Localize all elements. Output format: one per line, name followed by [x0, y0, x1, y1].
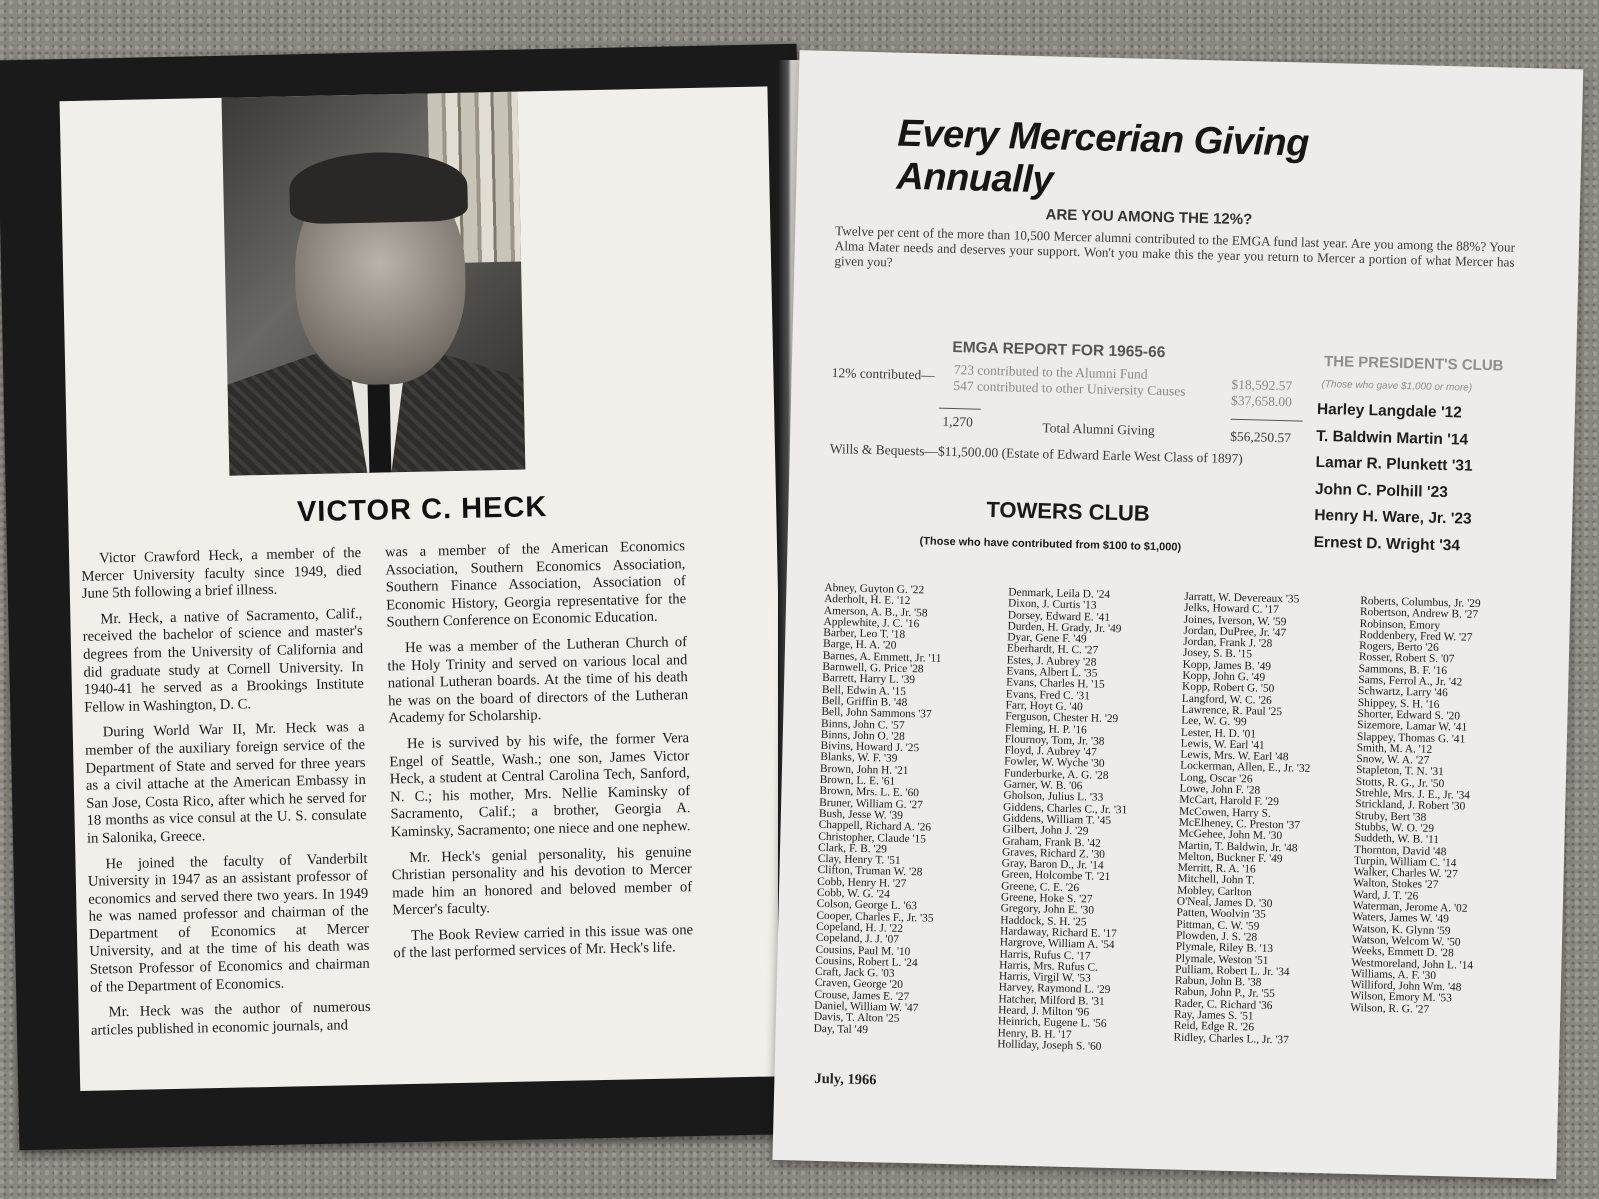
- report-amount-2: $37,658.00: [1230, 392, 1293, 410]
- report-line-1: 723 contributed to the Alumni Fund: [953, 362, 1148, 382]
- name-entry: Rader, C. Richard '36: [1174, 997, 1273, 1012]
- name-entry: Bell, Edwin A. '15: [821, 683, 907, 698]
- name-entry: Ray, James S. '51: [1173, 1008, 1254, 1023]
- name-entry: Green, Holcombe T. '21: [1001, 868, 1111, 884]
- name-entry: Snow, W. A. '27: [1356, 753, 1430, 767]
- name-entry: Daniel, William W. '47: [814, 999, 919, 1015]
- name-entry: Rabun, John P., Jr. '55: [1174, 986, 1275, 1001]
- emga-report: [829, 361, 1312, 467]
- name-entry: Rosser, Robert S. '07: [1358, 651, 1455, 666]
- intro-paragraph: Twelve per cent of the more than 10,500 Mercer alumni contributed to the EMGA fund last year. Are you among the 88%? Your Alma Mater needs and deserves your support. Won't you make this the year you return to Mercer a portion of what Mercer has given you?: [834, 223, 1516, 270]
- name-entry: Funderburke, A. G. '28: [1003, 767, 1109, 782]
- name-entry: Watson, Welcom W. '50: [1351, 933, 1461, 949]
- name-entry: Bell, Griffin B. '48: [821, 694, 908, 709]
- name-entry: McGehee, John M. '30: [1178, 827, 1283, 843]
- name-entry: Aderholt, H. E. '12: [824, 593, 911, 608]
- name-entry: Lewis, W. Earl '41: [1180, 737, 1265, 752]
- name-entry: Cobb, Henry H. '27: [817, 875, 907, 890]
- name-entry: Lester, H. D. '01: [1180, 726, 1257, 741]
- name-entry: Pittman, C. W. '59: [1176, 918, 1260, 933]
- towers-club-heading: TOWERS CLUB: [986, 496, 1151, 526]
- list-item: T. Baldwin Martin '14: [1316, 427, 1469, 449]
- name-entry: Sammons, B. F. '16: [1358, 662, 1448, 677]
- paragraph: He is survived by his wife, the former Vera Engel of Seattle, Wash.; one son, James Victor Heck, a student at Central Carolina Tech, Sanford, N. C.; his mother, Mrs. Nellie Kaminsky of Sacramento, Calif.; a brother, Georgia A. Kaminsky, Sacramento; one niece and one nephew.: [389, 730, 691, 841]
- name-entry: Clifton, Truman W. '28: [817, 864, 923, 879]
- name-entry: Wilson, R. G. '27: [1350, 1001, 1430, 1016]
- obituary-column-2: [385, 538, 694, 971]
- name-entry: Roddenbery, Fred W. '27: [1359, 628, 1473, 644]
- name-entry: Copeland, J. J. '07: [815, 932, 900, 947]
- name-entry: Christopher, Claude '15: [818, 830, 927, 846]
- name-entry: Haddock, S. H. '25: [1000, 913, 1087, 929]
- paragraph: During World War II, Mr. Heck was a member of the auxiliary foreign service of the Department of State and served for three years as a civil attache at the American Embassy in San Jose, Costa Rico, after which he served for 18 months as vice consul at the U. S. consulate in Salonika, Greece.: [84, 719, 367, 847]
- name-entry: Pulliam, Robert L. Jr. '34: [1175, 963, 1290, 979]
- name-entry: Gregory, John E. '30: [1000, 902, 1095, 917]
- name-entry: Heinrich, Eugene L. '56: [997, 1015, 1107, 1031]
- total-count: 1,270: [942, 413, 974, 430]
- name-entry: Amerson, A. B., Jr. '58: [823, 604, 928, 620]
- name-entry: Waterman, Jerome A. '02: [1352, 899, 1468, 915]
- name-entry: Henry, B. H. '17: [997, 1026, 1072, 1041]
- towers-club-column-4: [1350, 596, 1482, 1017]
- name-entry: Flournoy, Tom, Jr. '38: [1004, 733, 1105, 748]
- name-entry: Hargrove, William A. '54: [999, 936, 1115, 952]
- name-entry: Dorsey, Edward E. '41: [1007, 609, 1111, 624]
- name-entry: Harvey, Raymond L. '29: [998, 981, 1111, 997]
- name-entry: Thornton, David '48: [1354, 843, 1447, 858]
- report-heading: EMGA REPORT FOR 1965-66: [952, 338, 1166, 362]
- towers-club-column-3: [1173, 592, 1314, 1047]
- name-entry: Graham, Frank B. '42: [1002, 834, 1101, 850]
- name-entry: Sams, Ferrol A., Jr. '42: [1358, 674, 1463, 689]
- name-entry: Suddeth, W. B. '11: [1354, 832, 1440, 847]
- name-entry: Evans, Charles H. '15: [1006, 676, 1105, 692]
- name-entry: Barrett, Harry L. '39: [822, 672, 916, 687]
- name-entry: Plymale, Riley B. '13: [1175, 940, 1274, 956]
- left-page: [0, 44, 819, 1151]
- name-entry: Heard, J. Milton '96: [998, 1004, 1090, 1019]
- towers-club-column-2: [997, 587, 1132, 1053]
- name-entry: Roberts, Columbus, Jr. '29: [1360, 595, 1481, 610]
- name-entry: Gilbert, John J. '29: [1002, 823, 1089, 838]
- name-entry: McCart, Harold F. '29: [1179, 794, 1280, 809]
- page-title: Every Mercerian Giving Annually: [895, 112, 1310, 202]
- name-entry: Copeland, H. J. '22: [816, 920, 904, 935]
- name-entry: Crouse, James E. '27: [814, 988, 910, 1003]
- name-entry: Giddens, William T. '45: [1002, 812, 1112, 827]
- name-entry: Robinson, Emory: [1359, 617, 1441, 632]
- name-entry: Jarratt, W. Devereaux '35: [1184, 590, 1300, 606]
- name-entry: Jelks, Howard C. '17: [1183, 602, 1279, 617]
- name-entry: Gray, Baron D., Jr. '14: [1001, 857, 1104, 872]
- name-entry: Barge, H. A. '20: [822, 638, 897, 653]
- name-entry: Greene, C. E. '26: [1001, 880, 1080, 894]
- name-entry: Cooper, Charles F., Jr. '35: [816, 909, 934, 925]
- name-entry: Barnwell, G. Price '28: [822, 660, 924, 676]
- name-entry: Walker, Charles W. '27: [1353, 866, 1458, 881]
- name-entry: Watson, K. Glynn '59: [1352, 922, 1451, 937]
- name-entry: Dixon, J. Curtis '13: [1007, 597, 1097, 612]
- name-entry: Ferguson, Chester H. '29: [1005, 710, 1119, 726]
- presidents-club-list: [1313, 401, 1474, 564]
- name-entry: Strehle, Mrs. J. E., Jr. '34: [1355, 787, 1471, 802]
- name-entry: Kopp, Robert G. '50: [1181, 681, 1275, 696]
- name-entry: Bivins, Howard J. '25: [820, 740, 920, 755]
- paragraph: Mr. Heck's genial personality, his genuine Christian personality and his devotion to Mercer made him an honored and beloved member of Mercer's faculty.: [391, 843, 693, 919]
- name-entry: Mobley, Carlton: [1176, 884, 1252, 899]
- name-entry: Lee, W. G. '99: [1181, 714, 1247, 729]
- presidents-club-subheading: (Those who gave $1,000 or more): [1321, 379, 1473, 394]
- name-entry: Day, Tal '49: [813, 1022, 869, 1036]
- obituary-title: VICTOR C. HECK: [296, 491, 548, 529]
- name-entry: Craven, George '20: [814, 977, 904, 992]
- name-entry: Lewis, Mrs. W. Earl '48: [1180, 748, 1289, 764]
- wills-bequests: Wills & Bequests—$11,500.00 (Estate of Edward Earle West Class of 1897): [829, 441, 1243, 467]
- name-entry: Schwartz, Larry '46: [1357, 685, 1448, 700]
- name-entry: Fowler, W. Wyche '30: [1004, 755, 1105, 771]
- name-entry: Dyar, Gene F. '49: [1007, 631, 1087, 646]
- name-entry: Jordan, DuPree, Jr. '47: [1183, 624, 1287, 640]
- name-entry: Eberhardt, H. C. '27: [1006, 642, 1099, 658]
- name-entry: Patten, Woolvin '35: [1176, 906, 1266, 922]
- name-entry: Stubbs, W. O. '29: [1354, 820, 1435, 835]
- name-entry: Joines, Iverson, W. '59: [1183, 613, 1287, 628]
- name-entry: Brown, L. E. '61: [819, 773, 896, 788]
- name-entry: Williams, A. F. '30: [1351, 967, 1437, 982]
- right-page: [772, 50, 1583, 1179]
- name-entry: Binns, John C. '57: [820, 717, 905, 732]
- paragraph: He was a member of the Lutheran Church of the Holy Trinity and served on various local and national Lutheran boards. At the time of his death he was on the board of directors of the Lutheran Academy for Scholarship.: [387, 634, 689, 727]
- name-entry: Harris, Virgil W. '53: [998, 970, 1091, 985]
- name-entry: Denmark, Leila D. '24: [1008, 586, 1111, 601]
- name-entry: Robertson, Andrew B. '27: [1359, 606, 1479, 622]
- name-entry: Slappey, Thomas G. '41: [1356, 730, 1466, 746]
- total-amount: $56,250.57: [1230, 428, 1292, 446]
- paragraph: Victor Crawford Heck, a member of the Mercer University faculty since 1949, died June 5th following a brief illness.: [81, 544, 362, 603]
- name-entry: Graves, Richard Z. '30: [1001, 846, 1106, 861]
- name-entry: Kopp, John G. '49: [1182, 669, 1266, 684]
- name-entry: Langford, W. C. '26: [1181, 692, 1272, 707]
- section-heading: ARE YOU AMONG THE 12%?: [1045, 206, 1253, 229]
- name-entry: Brown, John H. '21: [819, 762, 909, 777]
- left-page-content: [60, 86, 789, 1091]
- name-entry: Abney, Guyton G. '22: [824, 581, 925, 597]
- name-entry: Hardaway, Richard E. '17: [999, 925, 1117, 941]
- portrait-photo: [222, 92, 526, 476]
- name-entry: Kopp, James B. '49: [1182, 658, 1272, 673]
- name-entry: Stotts, R. G., Jr. '50: [1355, 775, 1445, 790]
- divider: [939, 408, 981, 410]
- name-entry: Harris, Mrs. Rufus C.: [999, 959, 1099, 974]
- name-entry: Blanks, W. F. '39: [820, 751, 898, 766]
- obituary-column-1: [81, 545, 371, 1048]
- name-entry: Gholson, Julius L. '33: [1003, 789, 1104, 805]
- name-entry: Ridley, Charles L., Jr. '37: [1173, 1031, 1289, 1046]
- name-entry: Reid, Edge R. '26: [1173, 1019, 1255, 1034]
- name-entry: Merritt, R. A. '16: [1177, 861, 1256, 876]
- name-entry: Colson, George L. '63: [816, 898, 918, 913]
- name-entry: Applewhite, J. C. '16: [823, 615, 920, 631]
- name-entry: Shorter, Edward S. '20: [1357, 707, 1461, 723]
- name-entry: Davis, T. Alton '25: [813, 1011, 900, 1026]
- name-entry: Walton, Stokes '27: [1353, 877, 1439, 892]
- list-item: Lamar R. Plunkett '31: [1315, 453, 1473, 475]
- name-entry: Struby, Bert '38: [1354, 809, 1427, 824]
- name-entry: Garner, W. B. '06: [1003, 778, 1083, 793]
- name-entry: Binns, John O. '28: [820, 728, 905, 743]
- name-entry: Estes, J. Aubrey '28: [1006, 654, 1097, 669]
- name-entry: Mitchell, John T.: [1177, 873, 1255, 887]
- report-line-2: 547 contributed to other University Causes: [953, 378, 1186, 399]
- name-entry: O'Neal, James D. '30: [1176, 895, 1273, 910]
- name-entry: Floyd, J. Aubrey '47: [1004, 744, 1097, 759]
- name-entry: Fleming, H. P. '16: [1004, 721, 1087, 736]
- name-entry: Lockerman, Allen, E., Jr. '32: [1180, 760, 1311, 776]
- list-item: Ernest D. Wright '34: [1313, 533, 1461, 554]
- name-entry: Barnes, A. Emmett, Jr. '11: [822, 649, 942, 665]
- name-entry: Waters, James W. '49: [1352, 911, 1450, 926]
- name-entry: Evans, Albert L. '35: [1006, 665, 1098, 680]
- name-entry: Turpin, William C. '14: [1353, 854, 1457, 870]
- paragraph: Mr. Heck was the author of numerous articles published in economic journals, and: [90, 999, 371, 1039]
- name-entry: Ward, J. T. '26: [1352, 888, 1419, 903]
- name-entry: Weeks, Emmett D. '28: [1351, 945, 1454, 960]
- name-entry: Lawrence, R. Paul '25: [1181, 703, 1283, 719]
- name-entry: Josey, S. B. '15: [1182, 647, 1253, 661]
- list-item: Harley Langdale '12: [1316, 400, 1463, 422]
- paragraph: Mr. Heck, a native of Sacramento, Calif., received the bachelor of science and master's degrees from the University of California and did graduate study at Cornell University. In 1940-41 he served as a Brookings Institute Fellow in Washington, D. C.: [82, 605, 364, 716]
- name-entry: Bell, John Sammons '37: [821, 706, 932, 721]
- name-entry: Jordan, Frank J. '28: [1183, 635, 1273, 651]
- name-entry: Sizemore, Lamar W. '41: [1357, 719, 1468, 734]
- report-amount-1: $18,592.57: [1231, 376, 1293, 394]
- towers-club-subheading: (Those who have contributed from $100 to $1,000): [919, 535, 1182, 554]
- name-entry: Rogers, Berto '26: [1359, 640, 1439, 655]
- name-entry: Long, Oscar '26: [1179, 771, 1253, 786]
- name-entry: Evans, Fred C. '31: [1005, 688, 1091, 703]
- name-entry: Melton, Buckner F. '49: [1177, 850, 1283, 866]
- name-entry: Holliday, Joseph S. '60: [997, 1038, 1102, 1053]
- name-entry: Bruner, William G. '27: [819, 796, 924, 812]
- paragraph: The Book Review carried in this issue was one of the last performed services of Mr. Heck's life.: [393, 921, 694, 962]
- name-entry: Greene, Hoke S. '27: [1000, 891, 1093, 906]
- name-entry: Barber, Leo T. '18: [823, 627, 906, 642]
- divider: [1231, 419, 1303, 422]
- name-entry: Shippey, S. H. '16: [1357, 696, 1440, 711]
- name-entry: Wilson, Emory M. '53: [1350, 990, 1452, 1005]
- name-entry: Smith, M. A. '12: [1356, 741, 1433, 756]
- name-entry: McCowen, Harry S.: [1178, 805, 1271, 820]
- issue-date: July, 1966: [814, 1070, 877, 1089]
- contributed-label: 12% contributed—: [831, 365, 935, 383]
- presidents-club-heading: THE PRESIDENT'S CLUB: [1323, 353, 1504, 375]
- name-entry: Bush, Jesse W. '39: [818, 807, 904, 822]
- name-entry: Hatcher, Milford B. '31: [998, 992, 1105, 1008]
- name-entry: Brown, Mrs. L. E. '60: [819, 785, 920, 800]
- paragraph: was a member of the American Economics Association, Southern Economics Association, Southern Finance Association, Association of Economic History, Georgia representative for the Southern Conference on Economic Education.: [384, 538, 687, 631]
- paragraph: He joined the faculty of Vanderbilt University in 1947 as an assistant professor of economics and served there two years. In 1949 he was named professor and chairman of the Department of Economics at Mercer University, and at the time of his death was Stetson Professor of Economics and chairman of the Department of Economics.: [87, 850, 370, 996]
- list-item: Henry H. Ware, Jr. '23: [1314, 506, 1472, 528]
- name-entry: Giddens, Charles C., Jr. '31: [1002, 801, 1128, 817]
- name-entry: Cousins, Robert L. '24: [815, 954, 918, 970]
- name-entry: Cobb, W. G. '24: [816, 886, 891, 901]
- name-entry: Strickland, J. Robert '30: [1355, 798, 1466, 813]
- name-entry: Rabun, John B. '38: [1174, 974, 1262, 989]
- name-entry: Williford, John Wm. '48: [1350, 979, 1462, 994]
- name-entry: Craft, Jack G. '03: [814, 965, 895, 980]
- list-item: John C. Polhill '23: [1314, 480, 1449, 501]
- name-entry: Stapleton, T. N. '31: [1355, 764, 1444, 779]
- name-entry: Martin, T. Baldwin, Jr. '48: [1178, 839, 1298, 855]
- name-entry: Clark, F. B. '29: [817, 841, 888, 856]
- name-entry: Plowden, J. S. '28: [1175, 929, 1258, 944]
- name-entry: McElheney, C. Preston '37: [1178, 816, 1301, 832]
- name-entry: Harris, Rufus C. '17: [999, 947, 1091, 963]
- total-label: Total Alumni Giving: [1042, 420, 1155, 438]
- name-entry: Lowe, John F. '28: [1179, 782, 1261, 797]
- name-entry: Plymale, Weston '51: [1175, 952, 1269, 967]
- name-entry: Cousins, Paul M. '10: [815, 943, 911, 958]
- name-entry: Chappell, Richard A. '26: [818, 819, 932, 834]
- name-entry: Durden, H. Grady, Jr. '49: [1007, 620, 1122, 636]
- name-entry: Clay, Henry T. '51: [817, 852, 901, 867]
- towers-club-column-1: [814, 583, 944, 1038]
- name-entry: Westmoreland, John L. '14: [1351, 956, 1474, 972]
- name-entry: Farr, Hoyt G. '40: [1005, 699, 1083, 714]
